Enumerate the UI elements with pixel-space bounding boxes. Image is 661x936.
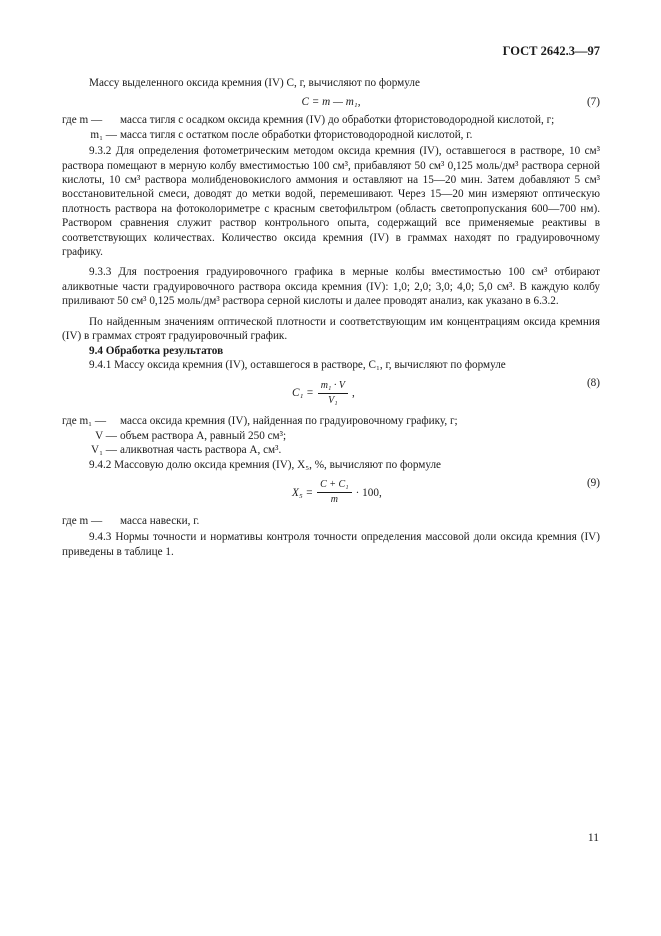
definition-symbol: V₁ —	[91, 444, 117, 457]
paragraph-9-3-3: 9.3.3 Для построения градуировочного графика в мерные колбы вместимостью 100 см³ отбирают аликвотные части градуировочного раствора оксида кремния (IV): 1,0; 2,0; 3,0; 4,0; 5,0 см³. В каждую колбу приливают 50 см³ 0,125 моль/дм³ раствора серной кислоты и далее проводят анализ, как указано в 6.3.2.	[62, 266, 600, 308]
definition-symbol: где m —	[62, 514, 103, 527]
definition-row	[62, 113, 600, 127]
definition-text: масса оксида кремния (IV), найденная по градуировочному графику, г;	[120, 415, 458, 428]
standard-header: ГОСТ 2642.3—97	[502, 44, 600, 58]
formula-8-tail: ,	[352, 387, 355, 400]
paragraph-9-4-2: 9.4.2 Массовую долю оксида кремния (IV), X₅, %, вычисляют по формуле	[89, 458, 441, 471]
definition-symbol: m₁ —	[90, 128, 117, 141]
formula-7-expression: C = m — m₁,	[301, 96, 361, 109]
formula-9-number: (9)	[586, 476, 600, 489]
paragraph-graph: По найденным значениям оптической плотности и соответствующим им концентрациям оксида кремния (IV) в граммах строят градуировочный график.	[62, 315, 600, 343]
definition-row	[62, 429, 600, 443]
formula-9-numerator: C + C₁	[317, 479, 352, 493]
formula-7	[62, 95, 600, 110]
definition-text: объем раствора А, равный 250 см³;	[120, 429, 287, 442]
section-heading-9-4: 9.4 Обработка результатов	[89, 344, 224, 357]
formula-9-lhs: X₅ =	[292, 486, 314, 499]
formula-8-lhs: C₁ =	[292, 387, 314, 400]
paragraph-9-3-2: 9.3.2 Для определения фотометрическим методом оксида кремния (IV), оставшегося в растворе, 10 см³ раствора помещают в мерную колбу вместимостью 100 см³, прибавляют 50 см³ 0,125 моль/дм³ раствора серной кислоты, 10 см³ раствора молибденовокислого аммония и оставляют на 15—20 мин. Затем добавляют 5 см³ восстановительной смеси, доводят до метки водой, перемешивают. Через 15—20 мин измеряют оптическую плотность раствора на фотоколориметре с красным светофильтром (область светопропускания 600—700 нм). Раствором сравнения служит раствор контрольного опыта, содержащий все применяемые реактивы в соответствующих количествах. Количество оксида кремния (IV) в граммах находят по градуировочному графику.	[62, 145, 600, 259]
definition-row	[62, 443, 600, 457]
definition-text: масса тигля с осадком оксида кремния (IV) до обработки фтористоводородной кислотой, г;	[120, 114, 555, 127]
formula-7-number: (7)	[586, 96, 600, 109]
paragraph-9-4-1: 9.4.1 Массу оксида кремния (IV), оставшегося в растворе, C₁, г, вычисляют по формуле	[89, 358, 506, 371]
formula-9-fraction	[317, 479, 352, 506]
definition-text: аликвотная часть раствора А, см³.	[120, 444, 282, 457]
formula-9-tail: · 100,	[355, 486, 382, 499]
definition-text: масса навески, г.	[120, 514, 200, 527]
definition-symbol: где m —	[62, 114, 103, 127]
formula-8-fraction	[318, 380, 348, 407]
definition-symbol: где m₁ —	[62, 415, 107, 428]
formula-9	[62, 476, 600, 510]
formula-8-number: (8)	[586, 377, 600, 390]
document-body	[62, 76, 600, 559]
formula-8-numerator: m₁ · V	[318, 380, 348, 394]
definition-row	[62, 128, 600, 142]
definition-symbol: V —	[95, 429, 117, 442]
formula-8	[62, 376, 600, 410]
paragraph-9-4-3: 9.4.3 Нормы точности и нормативы контроля точности определения массовой доли оксида кремния (IV) приведены в таблице 1.	[62, 531, 600, 558]
definition-row	[62, 514, 600, 528]
intro-paragraph: Массу выделенного оксида кремния (IV) C, г, вычисляют по формуле	[89, 77, 420, 89]
page-number: 11	[587, 832, 599, 844]
formula-8-denominator: V₁	[328, 394, 338, 406]
definition-row	[62, 414, 600, 428]
definition-text: масса тигля с остатком после обработки фтористоводородной кислотой, г.	[120, 128, 473, 141]
formula-9-denominator: m	[330, 494, 338, 506]
